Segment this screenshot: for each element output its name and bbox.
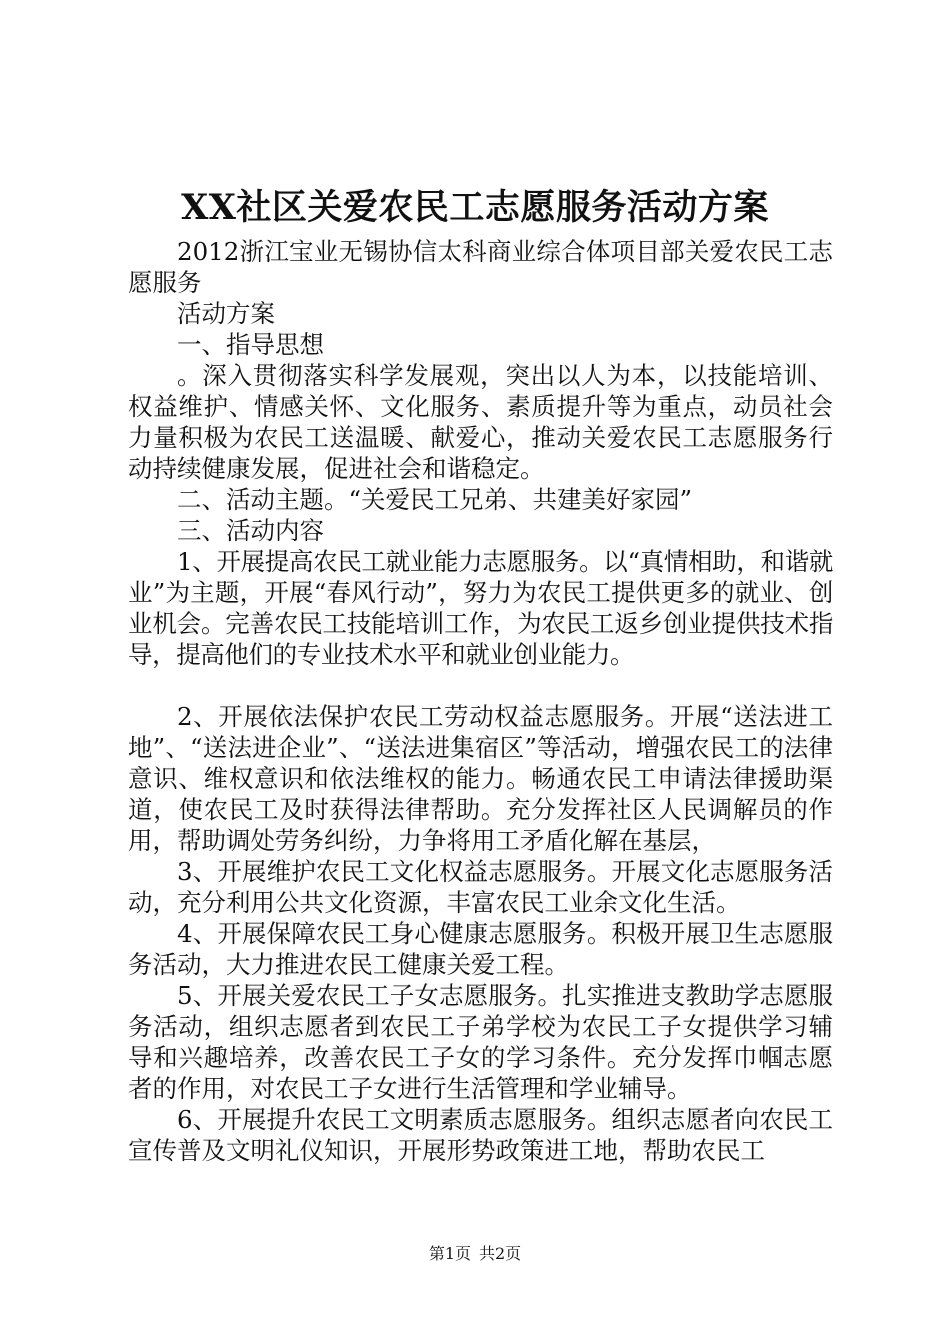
document-title: XX社区关爱农民工志愿服务活动方案: [181, 187, 769, 228]
paragraph-item-1: 1、开展提高农民工就业能力志愿服务。以“真情相助，和谐就业”为主题，开展“春风行动”，努力为农民工提供更多的就业、创业机会。完善农民工技能培训工作，为农民工返乡创业提供技术指导，提高他们的专业技术水平和就业创业能力。: [128, 547, 833, 669]
paragraph-item-4: 4、开展保障农民工身心健康志愿服务。积极开展卫生志愿服务活动，大力推进农民工健康关爱工程。: [128, 919, 833, 979]
paragraph-item-6: 6、开展提升农民工文明素质志愿服务。组织志愿者向农民工宣传普及文明礼仪知识，开展形势政策进工地，帮助农民工: [128, 1105, 833, 1165]
page-number-current: 第1页: [428, 1244, 471, 1263]
paragraph-item-5: 5、开展关爱农民工子女志愿服务。扎实推进支教助学志愿服务活动，组织志愿者到农民工子弟学校为农民工子女提供学习辅导和兴趣培养，改善农民工子女的学习条件。充分发挥巾帼志愿者的作用，对农民工子女进行生活管理和学业辅导。: [128, 981, 833, 1103]
paragraph-plan-label: 活动方案: [177, 299, 275, 328]
heading-guiding-ideology: 一、指导思想: [177, 330, 324, 359]
page-footer: [0, 1243, 950, 1265]
paragraph-item-2: 2、开展依法保护农民工劳动权益志愿服务。开展“送法进工地”、“送法进企业”、“送法进集宿区”等活动，增强农民工的法律意识、维权意识和依法维权的能力。畅通农民工申请法律援助渠道，使农民工及时获得法律帮助。充分发挥社区人民调解员的作用，帮助调处劳务纠纷，力争将用工矛盾化解在基层，: [128, 702, 833, 855]
document-body: [128, 236, 833, 1166]
page-number-total: 共2页: [479, 1244, 522, 1263]
paragraph-project-name: 2012浙江宝业无锡协信太科商业综合体项目部关爱农民工志愿服务: [128, 237, 833, 297]
heading-activity-theme: 二、活动主题。“关爱民工兄弟、共建美好家园”: [177, 485, 693, 514]
heading-activity-content: 三、活动内容: [177, 516, 324, 545]
paragraph-item-3: 3、开展维护农民工文化权益志愿服务。开展文化志愿服务活动，充分利用公共文化资源，丰富农民工业余文化生活。: [128, 857, 833, 917]
paragraph-guiding-ideology: 。深入贯彻落实科学发展观，突出以人为本，以技能培训、权益维护、情感关怀、文化服务、素质提升等为重点，动员社会力量积极为农民工送温暖、献爱心，推动关爱农民工志愿服务行动持续健康发展，促进社会和谐稳定。: [128, 361, 833, 483]
